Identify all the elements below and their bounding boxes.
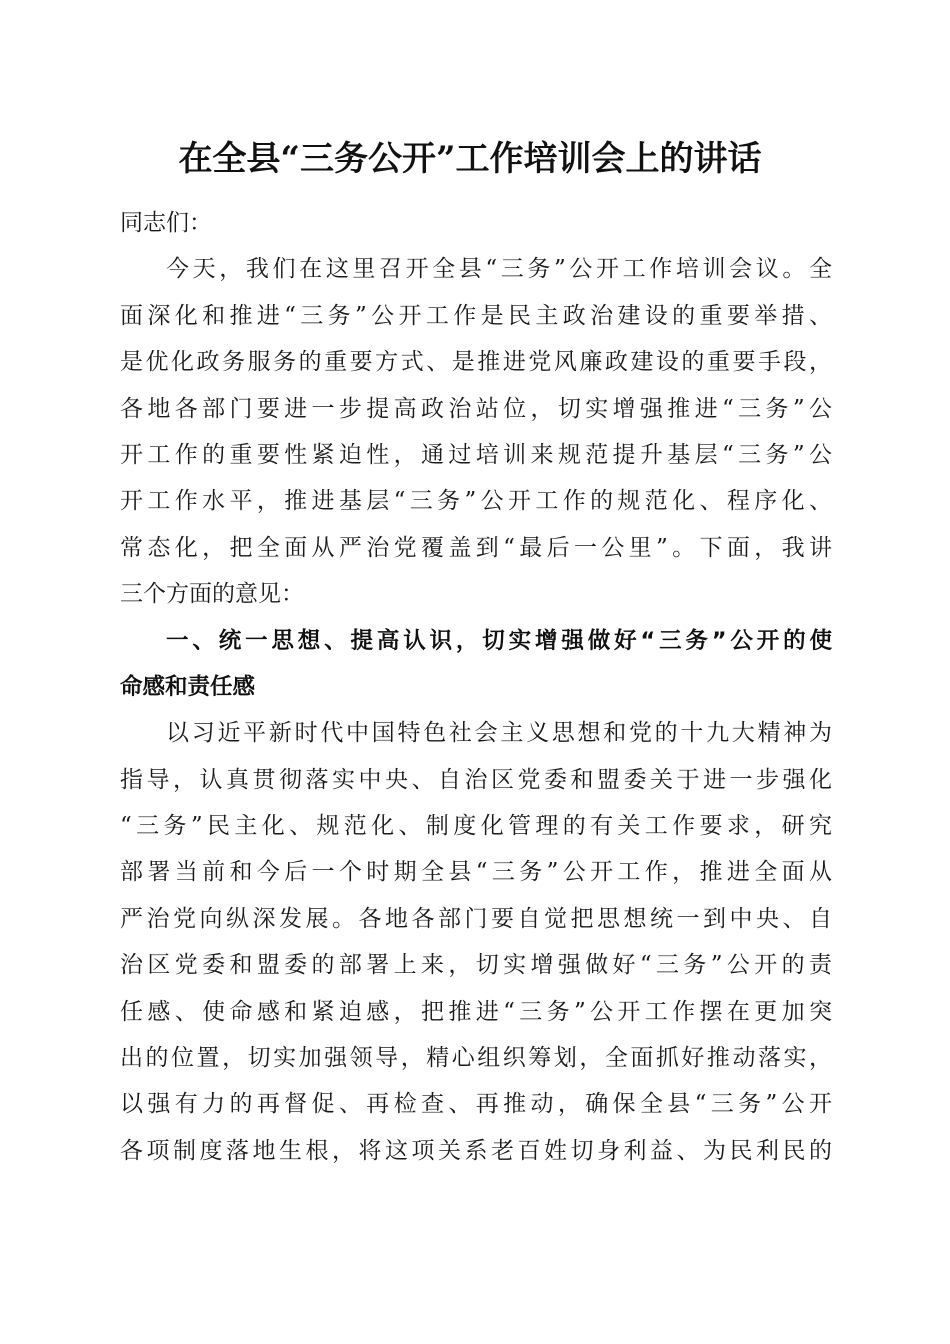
paragraph-line: 任感、使命感和紧迫感，把推进“三务”公开工作摆在更加突 — [120, 998, 832, 1025]
paragraph-line: 部署当前和今后一个时期全县“三务”公开工作，推进全面从 — [120, 859, 832, 886]
paragraph-line: 开工作的重要性紧迫性，通过培训来规范提升基层“三务”公 — [120, 441, 832, 468]
paragraph-section-1 — [120, 710, 832, 1174]
section-heading-1 — [120, 618, 832, 711]
paragraph-line: 出的位置，切实加强领导，精心组织筹划，全面抓好推动落实， — [120, 1045, 832, 1072]
paragraph-opening — [120, 246, 832, 617]
paragraph-line: 开工作水平，推进基层“三务”公开工作的规范化、程序化、 — [120, 488, 832, 515]
heading-line: 一、统一思想、提高认识，切实增强做好“三务”公开的使 — [166, 627, 832, 654]
heading-line: 命感和责任感 — [120, 673, 256, 700]
paragraph-line: “三务”民主化、规范化、制度化管理的有关工作要求，研究 — [120, 813, 832, 840]
paragraph-line: 各地各部门要进一步提高政治站位，切实增强推进“三务”公 — [120, 395, 832, 422]
paragraph-line: 以强有力的再督促、再检查、再推动，确保全县“三务”公开 — [120, 1091, 832, 1118]
paragraph-line: 各项制度落地生根，将这项关系老百姓切身利益、为民利民的 — [120, 1137, 832, 1164]
paragraph-line: 指导，认真贯彻落实中央、自治区党委和盟委关于进一步强化 — [120, 766, 832, 793]
paragraph-line: 今天，我们在这里召开全县“三务”公开工作培训会议。全 — [166, 256, 832, 283]
paragraph-line: 是优化政务服务的重要方式、是推进党风廉政建设的重要手段， — [120, 349, 832, 376]
paragraph-line: 面深化和推进“三务”公开工作是民主政治建设的重要举措、 — [120, 302, 832, 329]
document-body — [120, 200, 832, 1174]
document-title: 在全县“三务公开”工作培训会上的讲话 — [178, 139, 762, 179]
paragraph-line: 三个方面的意见： — [120, 581, 304, 608]
paragraph-line: 以习近平新时代中国特色社会主义思想和党的十九大精神为 — [166, 720, 832, 747]
paragraph-line: 严治党向纵深发展。各地各部门要自觉把思想统一到中央、自 — [120, 905, 832, 932]
paragraph-line: 常态化，把全面从严治党覆盖到“最后一公里”。下面，我讲 — [120, 534, 832, 561]
salutation: 同志们： — [120, 210, 212, 236]
paragraph-line: 治区党委和盟委的部署上来，切实增强做好“三务”公开的责 — [120, 952, 832, 979]
